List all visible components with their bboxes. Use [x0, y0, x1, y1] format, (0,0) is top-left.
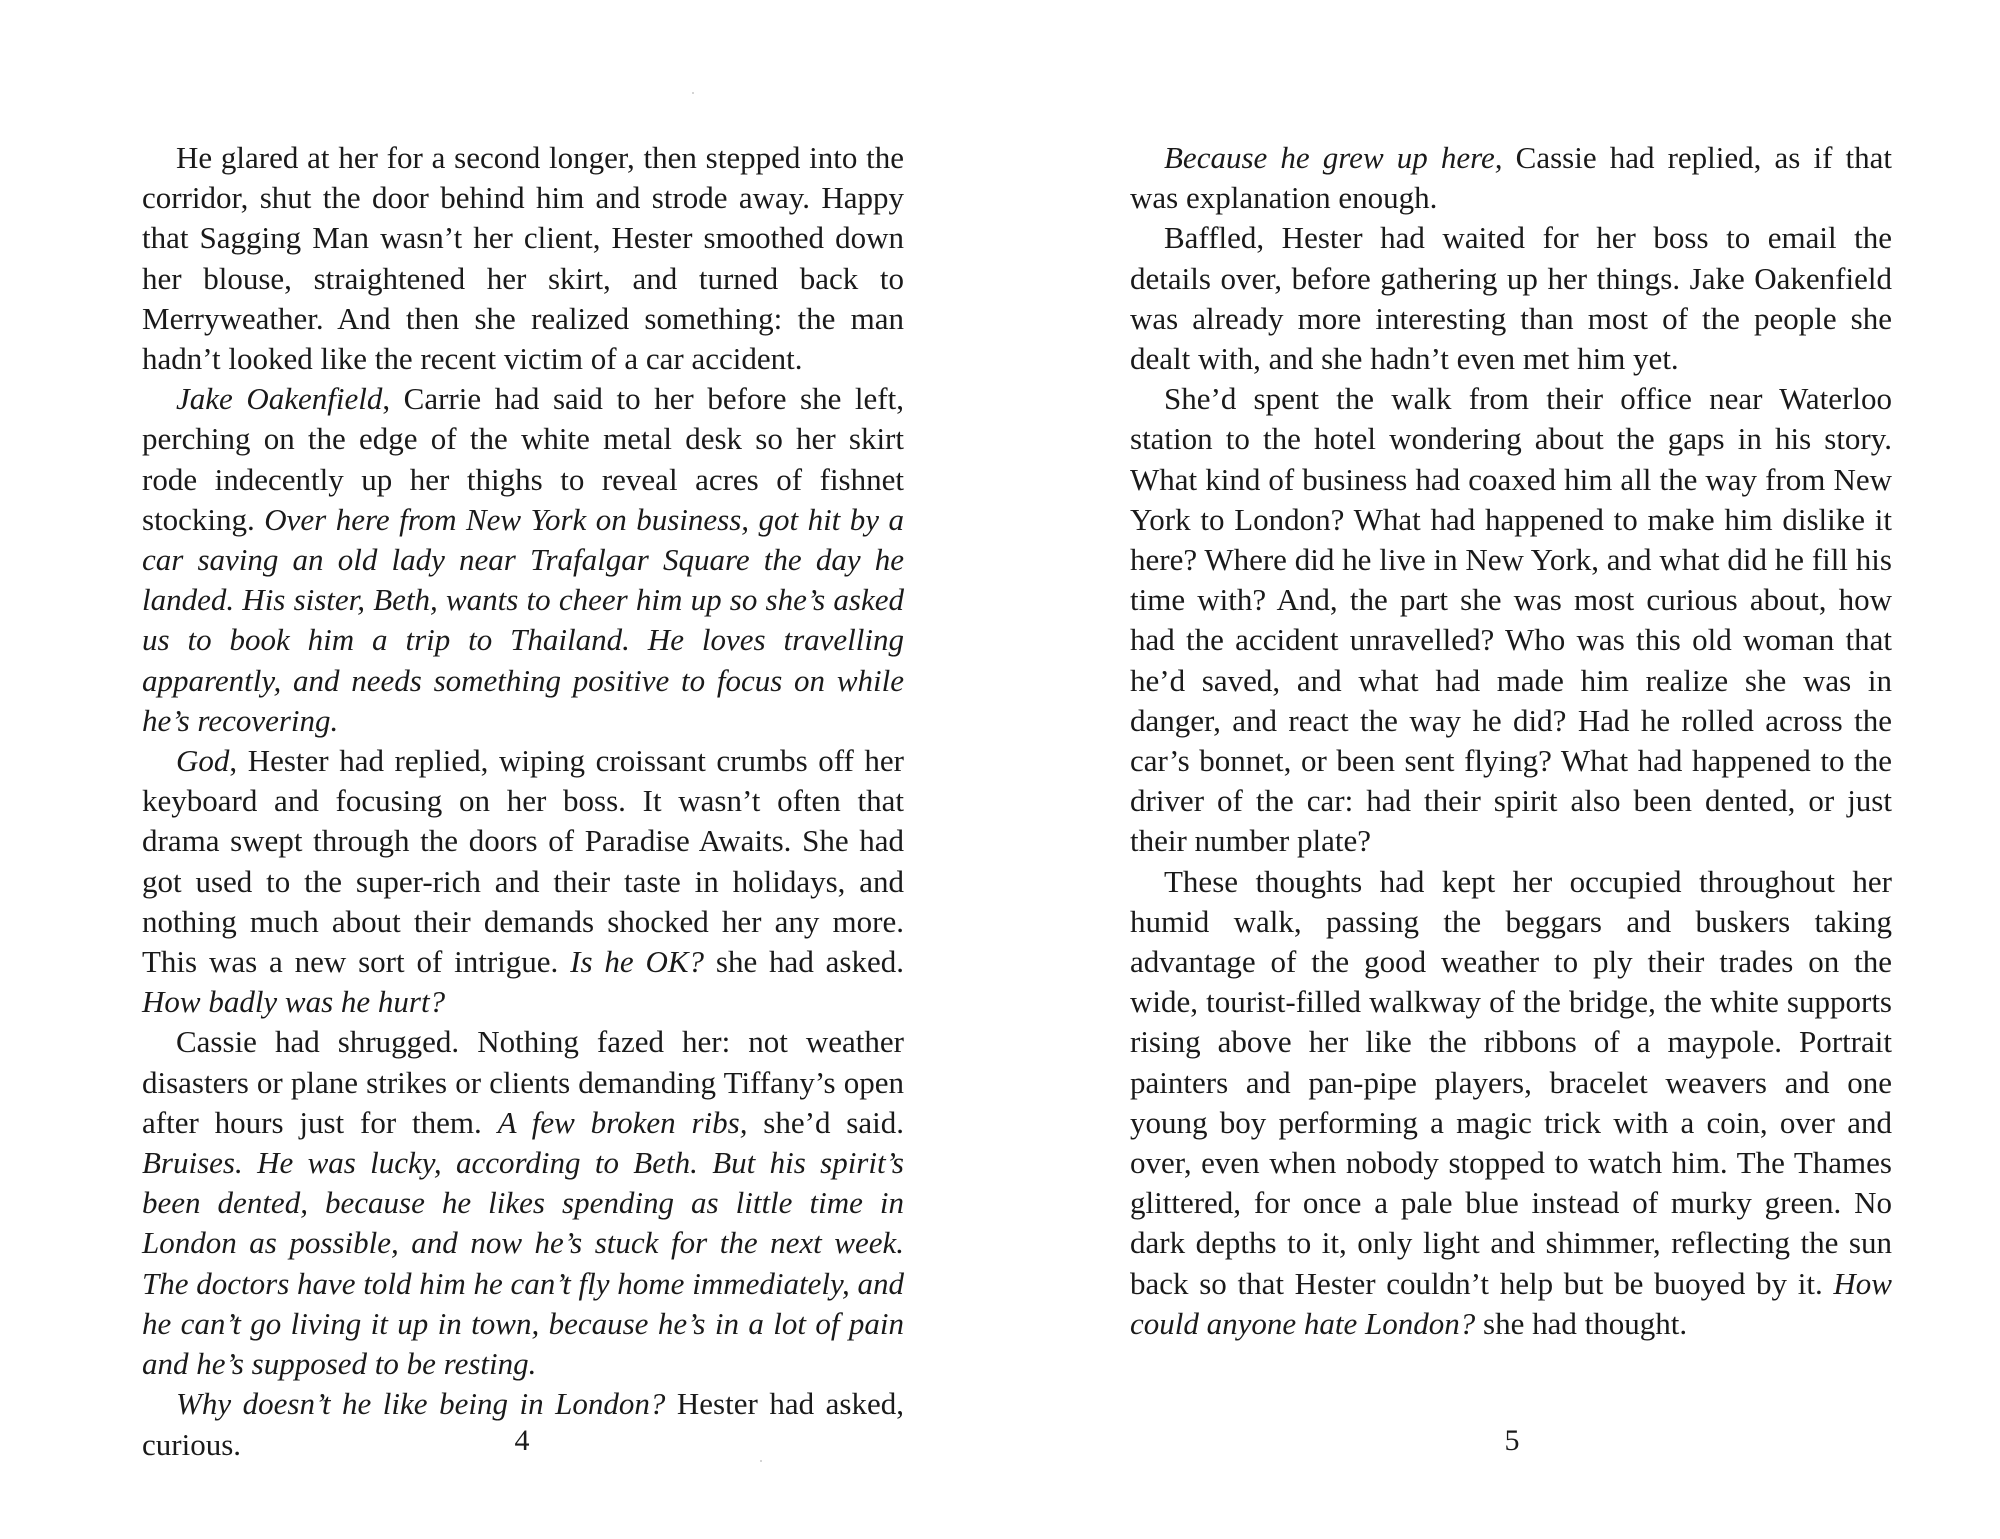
text-run: She’d spent the walk from their office near Waterloo station to the hotel wondering about the gaps in his story. What kind of business had coaxed him all the way from New York to London? What had happened to make him dislike it here? Where did he live in New York, and what did he fill his time with? And, the part she was most curious about, how had the accident unravelled? Who was this old woman that he’d saved, and what had made him realize she was in danger, and react the way he did? Had he rolled across the car’s bonnet, or been sent flying? What had happened to the driver of the car: had their spirit also been dented, or just their number plate? — [1130, 381, 1892, 859]
text-run: she’d said. — [747, 1104, 904, 1140]
italic-run: Because he grew up here, — [1164, 140, 1503, 175]
text-run: she had thought. — [1475, 1305, 1688, 1341]
paragraph — [1130, 218, 1892, 379]
text-run: Cassie had shrugged. Nothing fazed her: not weather disasters or plane strikes or clients demanding Tiffany’s open after hours just for them. — [142, 1024, 904, 1140]
paragraph — [1130, 379, 1892, 861]
italic-run: Is he OK? — [570, 944, 705, 980]
paper-speck — [692, 92, 694, 94]
text-run: Baffled, Hester had waited for her boss to email the details over, before gathering up her things. Jake Oakenfield was already more interesting than most of the people she dealt with, and she hadn’t even met him yet. — [1130, 220, 1892, 377]
left-page-number: 4 — [514, 1424, 530, 1457]
text-run: Hester had asked, curious. — [142, 1386, 904, 1462]
italic-run: Bruises. He was lucky, according to Beth. But his spirit’s been dented, because he likes spending as little time in London as possible, and now he’s stuck for the next week. The doctors have told him he can’t fly home immediately, and he can’t go living it up in town, because he’s in a lot of pain and he’s supposed to be resting. — [142, 1145, 904, 1382]
right-page — [1000, 0, 2000, 1539]
paragraph — [1130, 138, 1892, 218]
paper-speck — [760, 1460, 762, 1462]
text-run: , Hester had replied, wiping croissant crumbs off her keyboard and focusing on her boss. It wasn’t often that drama swept through the doors of Paradise Awaits. She had got used to the super-rich and their taste in holidays, and nothing much about their demands shocked her any more. This was a new sort of intrigue. — [142, 743, 904, 980]
right-page-number: 5 — [1504, 1424, 1520, 1457]
paragraph — [142, 741, 904, 1022]
right-page-body — [1130, 138, 1892, 1344]
text-run: Cassie had replied, as if that was explanation enough. — [1130, 140, 1892, 216]
text-run: , Carrie had said to her before she left, perching on the edge of the white metal desk so her skirt rode indecently up her thighs to reveal acres of fishnet stocking. — [142, 381, 904, 537]
paragraph — [142, 138, 904, 379]
italic-run: Over here from New York on business, got hit by a car saving an old lady near Trafalgar Square the day he landed. His sister, Beth, wants to cheer him up so she’s asked us to book him a trip to Thailand. He loves travelling apparently, and needs something positive to focus on while he’s recovering. — [142, 501, 904, 738]
left-page-body — [142, 138, 904, 1465]
italic-run: A few broken ribs, — [497, 1104, 748, 1140]
italic-run: Why doesn’t he like being in London? — [176, 1386, 666, 1422]
paragraph — [1130, 862, 1892, 1344]
italic-run: How badly was he hurt? — [142, 984, 446, 1020]
italic-run: God — [176, 743, 230, 779]
text-run: He glared at her for a second longer, then stepped into the corridor, shut the door behind him and strode away. Happy that Sagging Man wasn’t her client, Hester smoothed down her blouse, straightened her skirt, and turned back to Merryweather. And then she realized something: the man hadn’t looked like the recent victim of a car accident. — [142, 140, 904, 377]
italic-run: How could anyone hate London? — [1130, 1265, 1892, 1341]
text-run: she had asked. — [704, 944, 904, 980]
paragraph — [142, 379, 904, 741]
italic-run: Jake Oakenfield — [176, 381, 383, 417]
text-run: These thoughts had kept her occupied throughout her humid walk, passing the beggars and buskers taking advantage of the good weather to ply their trades on the wide, tourist-filled walkway of the bridge, the white supports rising above her like the ribbons of a maypole. Portrait painters and pan-pipe players, bracelet weavers and one young boy performing a magic trick with a coin, over and over, even when nobody stopped to watch him. The Thames glittered, for once a pale blue instead of murky green. No dark depths to it, only light and shimmer, reflecting the sun back so that Hester couldn’t help but be buoyed by it. — [1130, 863, 1892, 1301]
paragraph — [142, 1022, 904, 1384]
